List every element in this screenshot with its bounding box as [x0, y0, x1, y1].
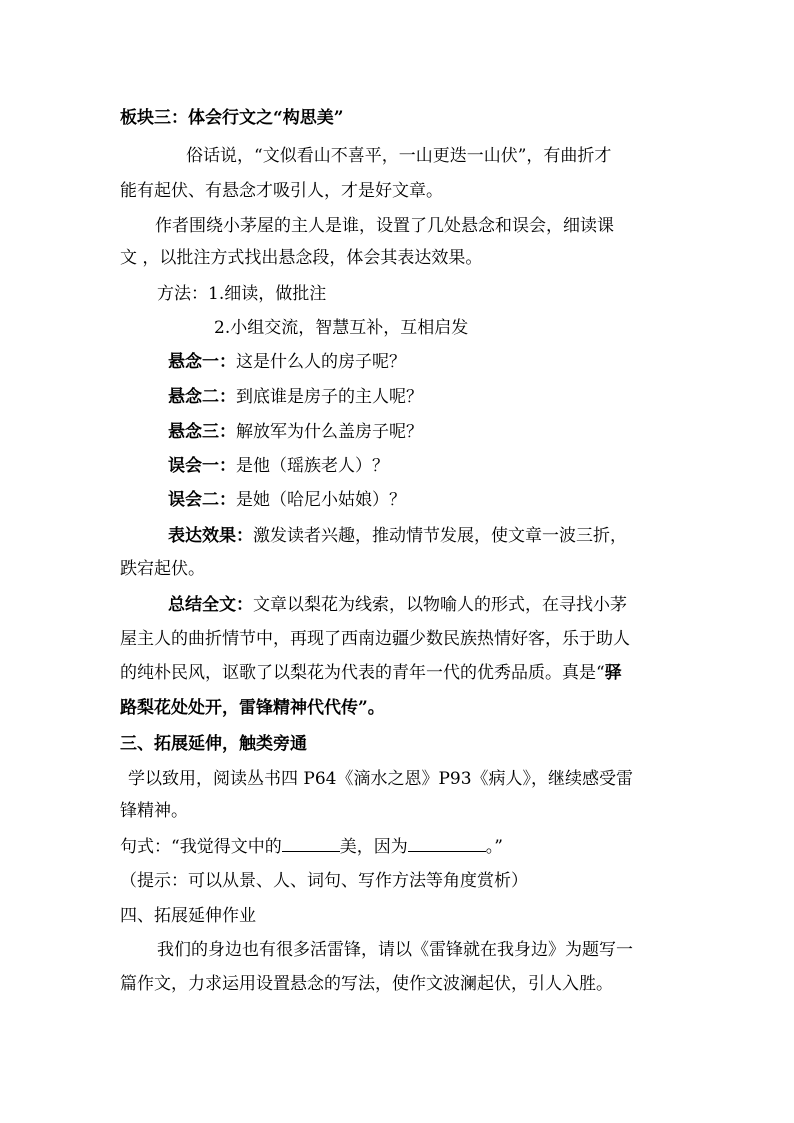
summary-label: 总结全文： — [168, 595, 253, 615]
item-label: 悬念一： — [168, 352, 236, 372]
item-text: 是她（哈尼小姑娘）？ — [236, 490, 406, 510]
method-line2: 2.小组交流，智慧互补，互相启发 — [214, 318, 469, 338]
homework-line1: 我们的身边也有很多活雷锋，请以《雷锋就在我身边》为题写一 — [157, 940, 633, 960]
homework-line2: 篇作文，力求运用设置悬念的写法，使作文波澜起伏，引人入胜。 — [120, 974, 613, 994]
pattern-part-b: 美，因为 — [339, 837, 408, 857]
effect-label: 表达效果： — [168, 526, 253, 546]
item-text: 到底谁是房子的主人呢？ — [236, 387, 423, 407]
effect-line1 — [168, 525, 627, 547]
task-line1: 作者围绕小茅屋的主人是谁，设置了几处悬念和误会，细读课 — [155, 216, 614, 236]
homework-heading: 四、拓展延伸作业 — [120, 906, 256, 926]
intro-line2: 能有起伏、有悬念才吸引人，才是好文章。 — [120, 181, 443, 201]
item-text: 解放军为什么盖房子呢？ — [236, 422, 423, 442]
intro-line1: 俗话说，“文似看山不喜平，一山更迭一山伏”，有曲折才 — [186, 146, 612, 166]
summary-bold-end: 驿 — [604, 663, 622, 683]
summary-line1 — [168, 594, 627, 616]
item-label: 悬念三： — [168, 422, 236, 442]
summary-line4: 路梨花处处开，雷锋精神代代传”。 — [120, 698, 385, 718]
method-line1: 方法：1.细读，做批注 — [157, 284, 327, 304]
effect-line2: 跌宕起伏。 — [120, 559, 205, 579]
item-label: 误会二： — [168, 490, 236, 510]
item-text: 这是什么人的房子呢？ — [236, 352, 406, 372]
expand-line2: 锋精神。 — [120, 801, 188, 821]
section3-heading: 板块三：体会行文之“构思美” — [120, 108, 344, 128]
summary-line3 — [120, 662, 622, 684]
summary-text: 的纯朴民风，讴歌了以梨花为代表的青年一代的优秀品质。真是“ — [120, 663, 605, 683]
item-text: 是他（瑶族老人）？ — [236, 456, 389, 476]
task-line2: 文 ，以批注方式找出悬念段，体会其表达效果。 — [120, 248, 483, 268]
sentence-pattern — [120, 836, 503, 858]
summary-line2: 屋主人的曲折情节中，再现了西南边疆少数民族热情好客，乐于助人 — [120, 629, 630, 649]
expand-heading: 三、拓展延伸，触类旁通 — [120, 734, 307, 754]
list-item — [168, 351, 406, 373]
expand-line1: 学以致用，阅读丛书四 P64《滴水之恩》P93《病人》，继续感受雷 — [128, 769, 634, 789]
summary-text: 文章以梨花为线索，以物喻人的形式，在寻找小茅 — [253, 595, 627, 615]
item-label: 悬念二： — [168, 387, 236, 407]
fill-blank-2 — [408, 836, 486, 852]
list-item — [168, 421, 423, 443]
pattern-part-c: 。” — [485, 837, 503, 857]
item-label: 误会一： — [168, 456, 236, 476]
list-item — [168, 489, 406, 511]
hint-text: （提示：可以从景、人、词句、写作方法等角度赏析） — [120, 871, 528, 891]
fill-blank-1 — [282, 836, 340, 852]
pattern-part-a: 句式：“我觉得文中的 — [120, 837, 282, 857]
list-item — [168, 455, 389, 477]
list-item — [168, 386, 423, 408]
effect-text: 激发读者兴趣，推动情节发展，使文章一波三折， — [253, 526, 627, 546]
